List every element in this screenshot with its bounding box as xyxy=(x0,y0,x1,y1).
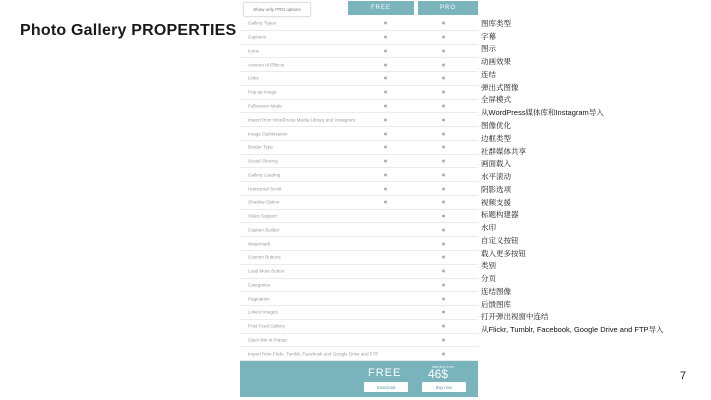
free-check-dot xyxy=(384,173,387,176)
pro-check-dot xyxy=(442,77,445,80)
chinese-feature-label: 动画效果 xyxy=(481,57,511,67)
feature-label: Image Optimization xyxy=(248,131,288,136)
chinese-feature-label: 类别 xyxy=(481,261,496,271)
chinese-feature-label: 图示 xyxy=(481,44,496,54)
chinese-feature-label: 图像优化 xyxy=(481,121,511,130)
chinese-feature-label: 从Flickr, Tumblr, Facebook, Google Drive and FTP导入 xyxy=(481,325,664,335)
table-row xyxy=(240,58,478,72)
free-check-dot xyxy=(384,146,387,149)
download-button[interactable]: Download xyxy=(364,382,408,392)
feature-label: Shadow Option xyxy=(248,199,280,205)
pro-check-dot xyxy=(442,201,445,204)
feature-comparison-table xyxy=(240,0,478,361)
pro-check-dot xyxy=(442,283,445,286)
pro-check-dot xyxy=(442,118,445,121)
table-row xyxy=(240,155,478,169)
pro-price: 46$ xyxy=(428,367,449,381)
table-row xyxy=(240,141,478,155)
feature-label: Captions xyxy=(248,34,267,40)
slide-title: Photo Gallery PROPERTIES xyxy=(20,22,237,39)
feature-label: Amount of Effects xyxy=(248,62,285,68)
table-row xyxy=(240,168,478,182)
pro-check-dot xyxy=(442,160,445,163)
feature-label: Social Sharing xyxy=(248,158,278,164)
table-row xyxy=(240,72,478,86)
table-row xyxy=(240,320,478,334)
chinese-feature-label: 自定义按钮 xyxy=(481,235,519,245)
chinese-feature-label: 弹出式图像 xyxy=(481,82,519,92)
free-check-dot xyxy=(384,63,387,66)
chinese-feature-label: 连结图像 xyxy=(481,286,511,296)
chinese-feature-label: 视频支援 xyxy=(481,197,511,207)
chinese-feature-label: 水平滚动 xyxy=(481,172,511,182)
pro-check-dot xyxy=(442,297,445,300)
pro-check-dot xyxy=(442,228,445,231)
table-row xyxy=(240,251,478,265)
pro-check-dot xyxy=(442,63,445,66)
feature-label: Fullscreen Mode xyxy=(248,103,282,109)
table-row xyxy=(240,45,478,59)
chinese-feature-label: 连结 xyxy=(481,69,496,79)
free-check-dot xyxy=(384,187,387,190)
free-check-dot xyxy=(384,104,387,107)
table-row xyxy=(240,113,478,127)
chinese-feature-label: 社群媒体共享 xyxy=(481,146,526,156)
chinese-feature-label: 全屏模式 xyxy=(481,95,511,105)
pro-check-dot xyxy=(442,173,445,176)
table-row xyxy=(240,17,478,31)
free-column-header[interactable]: FREE xyxy=(348,1,414,15)
table-row xyxy=(240,292,478,306)
feature-label: Pagination xyxy=(248,296,270,302)
chinese-feature-label: 画面载入 xyxy=(481,159,511,169)
table-row xyxy=(240,86,478,100)
table-row xyxy=(240,31,478,45)
pro-check-dot xyxy=(442,104,445,107)
buy-now-button[interactable]: Buy now xyxy=(422,382,466,392)
table-row xyxy=(240,127,478,141)
feature-label: Border Type xyxy=(248,144,273,150)
pricing-bar xyxy=(240,361,478,397)
pro-check-dot xyxy=(442,311,445,314)
pro-check-dot xyxy=(442,242,445,245)
pro-check-dot xyxy=(442,132,445,135)
pro-check-dot xyxy=(442,215,445,218)
pro-check-dot xyxy=(442,256,445,259)
free-check-dot xyxy=(384,49,387,52)
chinese-feature-label: 标题构建器 xyxy=(481,210,519,220)
pro-check-dot xyxy=(442,22,445,25)
free-check-dot xyxy=(384,22,387,25)
table-row xyxy=(240,265,478,279)
table-header xyxy=(240,0,478,17)
feature-label: Import from WordPress Media Library and Instagram xyxy=(248,117,356,123)
feature-rows xyxy=(240,17,478,361)
pro-column-header[interactable]: PRO xyxy=(418,1,478,15)
chinese-feature-label: 后馈图库 xyxy=(481,299,511,309)
chinese-feature-label: 打开弹出视窗中连结 xyxy=(481,312,549,322)
pro-check-dot xyxy=(442,146,445,149)
feature-label: Icons xyxy=(248,48,259,54)
table-row xyxy=(240,306,478,320)
pro-check-dot xyxy=(442,338,445,341)
page-number: 7 xyxy=(680,370,687,382)
pro-check-dot xyxy=(442,270,445,273)
table-row xyxy=(240,279,478,293)
feature-label: Links xyxy=(248,75,259,81)
feature-label: Video Support xyxy=(248,213,278,219)
show-only-pro-toggle[interactable]: Show only PRO options xyxy=(243,2,311,17)
chinese-feature-label: 边框类型 xyxy=(481,133,511,143)
chinese-feature-label: 分页 xyxy=(481,274,496,284)
chinese-feature-label: 水印 xyxy=(481,223,496,233)
feature-label: Import from Flickr, Tumblr, Facebook and Google Drive and FTP xyxy=(248,351,379,357)
table-row xyxy=(240,223,478,237)
feature-label: Custom Buttons xyxy=(248,254,281,260)
table-row xyxy=(240,210,478,224)
pro-check-dot xyxy=(442,49,445,52)
chinese-feature-label: 从WordPress媒体库和Instagram导入 xyxy=(481,108,604,118)
pro-check-dot xyxy=(442,36,445,39)
feature-label: Horizontal Scroll xyxy=(248,186,282,192)
free-check-dot xyxy=(384,36,387,39)
free-check-dot xyxy=(384,77,387,80)
pro-check-dot xyxy=(442,91,445,94)
free-check-dot xyxy=(384,91,387,94)
chinese-feature-label: 阴影选项 xyxy=(481,184,511,194)
chinese-translation-list xyxy=(481,17,709,336)
feature-label: Open link in Popup xyxy=(248,337,287,343)
pro-check-dot xyxy=(442,187,445,190)
feature-label: Linked Images xyxy=(248,309,278,315)
chinese-feature-label: 载入更多按钮 xyxy=(481,248,526,258)
chinese-feature-label: 字幕 xyxy=(481,31,496,41)
feature-label: Gallery Loading xyxy=(248,172,281,178)
feature-label: Load More Button xyxy=(248,268,285,274)
pro-check-dot xyxy=(442,325,445,328)
free-check-dot xyxy=(384,118,387,121)
table-row xyxy=(240,347,478,361)
pro-check-dot xyxy=(442,352,445,355)
chinese-feature-label: 图库类型 xyxy=(481,18,511,28)
starting-from-label: starting from xyxy=(432,364,455,369)
table-row xyxy=(240,237,478,251)
feature-label: Post Feed Gallery xyxy=(248,323,285,329)
free-price-label: FREE xyxy=(368,367,402,379)
feature-label: Caption Builder xyxy=(248,227,280,233)
feature-label: Watermark xyxy=(248,241,271,247)
table-row xyxy=(240,196,478,210)
free-check-dot xyxy=(384,201,387,204)
free-check-dot xyxy=(384,160,387,163)
table-row xyxy=(240,100,478,114)
table-row xyxy=(240,334,478,348)
feature-label: Categories xyxy=(248,282,271,288)
table-row xyxy=(240,182,478,196)
feature-label: Gallery Types xyxy=(248,20,276,26)
free-check-dot xyxy=(384,132,387,135)
feature-label: Pop-up image xyxy=(248,89,277,95)
